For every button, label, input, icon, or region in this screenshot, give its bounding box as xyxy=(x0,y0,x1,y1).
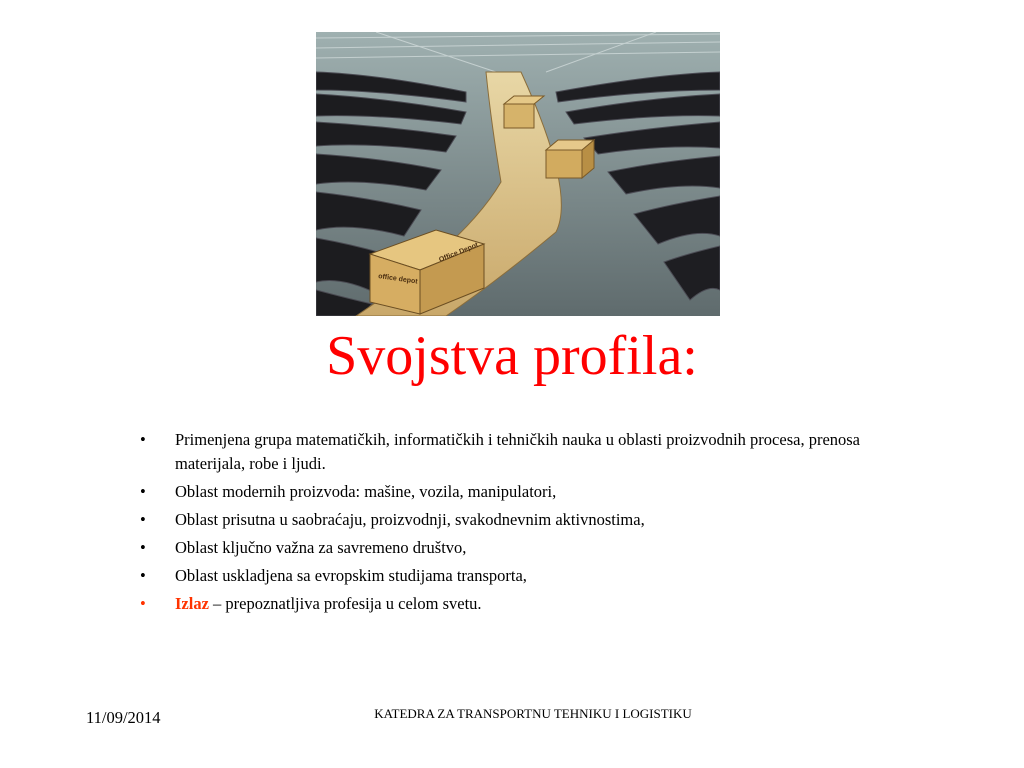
box-middle xyxy=(546,140,594,178)
bullet-text: Oblast uskladjena sa evropskim studijama transporta, xyxy=(175,566,527,585)
box-label-1: office depot xyxy=(377,273,418,286)
bullet-marker: • xyxy=(140,594,146,613)
bullet-marker: • xyxy=(140,482,146,501)
bullet-text: Oblast prisutna u saobraćaju, proizvodnji, svakodnevnim aktivnostima, xyxy=(175,510,645,529)
footer-department: KATEDRA ZA TRANSPORTNU TEHNIKU I LOGISTIKU xyxy=(374,706,692,721)
footer-date: 11/09/2014 xyxy=(86,708,161,727)
slide-title: Svojstva profila: xyxy=(326,325,698,387)
bullet-list xyxy=(136,428,896,620)
output-emphasis: Izlaz xyxy=(175,594,209,613)
bullet-item xyxy=(136,428,896,476)
bullet-marker: • xyxy=(140,566,146,585)
bullet-item xyxy=(136,508,896,532)
bullet-marker: • xyxy=(140,538,146,557)
bullet-text: Oblast modernih proizvoda: mašine, vozila, manipulatori, xyxy=(175,482,557,501)
bullet-item xyxy=(136,536,896,560)
bullet-marker: • xyxy=(140,430,146,449)
bullet-item xyxy=(136,564,896,588)
bullet-item xyxy=(136,480,896,504)
bullet-text: Primenjena grupa matematičkih, informatičkih i tehničkih nauka u oblasti proizvodnih procesa, prenosa materijala, robe i ljudi. xyxy=(175,430,861,473)
box-label-2: Office Depot xyxy=(438,241,480,264)
bullet-marker: • xyxy=(140,510,146,529)
bullet-text: Oblast ključno važna za savremeno društvo, xyxy=(175,538,467,557)
conveyor-photo xyxy=(316,32,720,316)
bullet-item-output xyxy=(136,592,896,616)
bullet-text: – prepoznatljiva profesija u celom svetu. xyxy=(208,594,482,613)
